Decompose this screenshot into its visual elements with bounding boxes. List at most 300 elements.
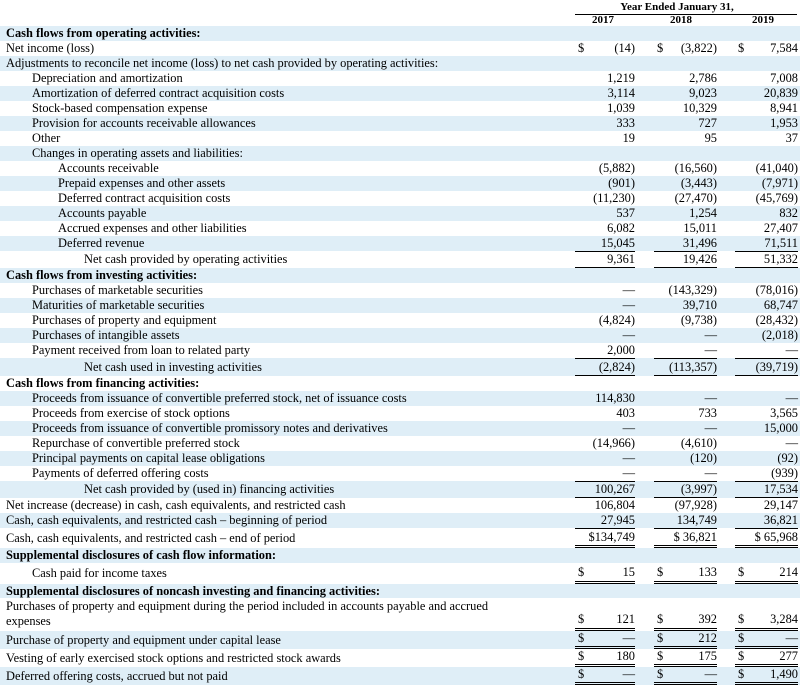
cell-value: 19 [622,131,635,145]
cell-value: 1,953 [770,116,798,130]
value-cell-2017 [575,41,635,56]
cell-value: — [622,466,635,480]
value-cell-2019 [735,584,798,598]
row-label: Accounts receivable [58,161,159,175]
table-row [0,56,800,71]
value-cell-2018 [654,101,717,116]
value-cell-2018 [654,268,717,283]
row-label: Purchase of property and equipment under capital lease [6,632,281,647]
cell-value: 832 [779,206,798,220]
cell-value: (97,928) [674,498,717,512]
cell-value: — [785,343,798,357]
value-cell-2017 [575,451,635,466]
row-label: Accounts payable [58,206,147,220]
row-label: Proceeds from exercise of stock options [32,406,230,420]
value-cell-2018 [654,176,717,191]
cell-value: 537 [616,206,635,220]
value-cell-2018 [654,376,717,391]
value-cell-2017 [575,649,635,667]
cell-value: 333 [616,116,635,130]
table-row [0,481,800,498]
cell-value: 17,534 [763,482,798,496]
value-cell-2019 [735,86,798,101]
value-cell-2019 [735,649,798,667]
cell-value: 175 [698,649,717,663]
row-label: Amortization of deferred contract acquisition costs [32,86,285,100]
value-cell-2018 [654,328,717,343]
table-row [0,26,800,41]
value-cell-2017 [575,513,635,528]
value-cell-2017 [575,343,635,358]
currency-symbol: $ [657,564,664,579]
row-label: Net income (loss) [6,41,95,55]
cell-value: 727 [698,116,717,130]
row-label: Maturities of marketable securities [32,298,205,312]
row-label: Net cash provided by (used in) financing activities [84,482,335,496]
value-cell-2019 [735,481,798,498]
value-cell-2018 [654,391,717,406]
value-cell-2018 [654,584,717,598]
value-cell-2018 [654,436,717,451]
value-cell-2019 [735,631,798,649]
year-header-2019: 2019 [752,14,774,26]
table-row [0,176,800,191]
row-label: Principal payments on capital lease obligations [32,451,265,465]
cell-value: 71,511 [764,236,798,250]
cell-value: (9,738) [680,313,717,327]
row-label: Cash, cash equivalents, and restricted cash – end of period [6,530,296,545]
value-cell-2018 [654,548,717,563]
value-cell-2017 [575,71,635,86]
cell-value: (120) [690,451,717,465]
cell-value: 3,114 [607,86,635,100]
cell-value: 3,565 [770,406,798,420]
cell-value: (4,824) [598,313,635,327]
currency-symbol: $ [578,667,585,681]
cell-value: 7,008 [770,71,798,85]
value-cell-2019 [735,313,798,328]
cell-value: $ 36,821 [673,529,717,544]
value-cell-2019 [735,466,798,481]
value-cell-2018 [654,513,717,528]
cell-value: — [622,667,635,681]
value-cell-2018 [654,298,717,313]
table-row [0,131,800,146]
cell-value: 2,786 [689,71,717,85]
cell-value: (14) [614,41,635,55]
cell-value: 20,839 [763,86,798,100]
table-row [0,563,800,584]
value-cell-2019 [735,268,798,283]
value-cell-2018 [654,451,717,466]
value-cell-2018 [654,631,717,649]
table-row [0,513,800,528]
cell-value: — [785,436,798,450]
value-cell-2017 [575,236,635,251]
value-cell-2018 [654,161,717,176]
cell-value: 212 [698,631,717,645]
currency-symbol: $ [738,41,745,55]
table-row [0,251,800,268]
value-cell-2019 [735,451,798,466]
cell-value: — [622,328,635,342]
cell-value: 100,267 [594,482,635,496]
table-row [0,101,800,116]
cell-value: 31,496 [682,236,717,250]
cell-value: 10,329 [682,101,717,115]
cell-value: 15,011 [683,221,717,235]
cell-value: (39,719) [755,359,798,374]
cell-value: $134,749 [588,529,635,544]
cell-value: 1,219 [607,71,635,85]
cell-value: 39,710 [682,298,717,312]
value-cell-2017 [575,528,635,548]
cell-value: — [622,631,635,645]
table-row [0,421,800,436]
row-label: Net cash used in investing activities [84,359,262,374]
value-cell-2017 [575,584,635,598]
value-cell-2017 [575,391,635,406]
value-cell-2018 [654,313,717,328]
cell-value: 95 [704,131,717,145]
value-cell-2019 [735,26,798,41]
table-row [0,528,800,548]
table-row [0,268,800,283]
cell-value: 7,584 [770,41,798,55]
value-cell-2019 [735,251,798,268]
cell-value: 15 [622,564,635,579]
table-row [0,328,800,343]
value-cell-2017 [575,421,635,436]
cell-value: (92) [777,451,798,465]
currency-symbol: $ [578,649,585,663]
row-label: Purchases of property and equipment [32,313,217,327]
cell-value: 37 [785,131,798,145]
value-cell-2019 [735,71,798,86]
cell-value: (11,230) [593,191,635,205]
value-cell-2019 [735,146,798,161]
table-row [0,298,800,313]
cell-value: — [704,466,717,480]
value-cell-2017 [575,176,635,191]
cell-value: (16,560) [674,161,717,175]
table-row [0,86,800,101]
value-cell-2019 [735,376,798,391]
value-cell-2018 [654,41,717,56]
value-cell-2017 [575,548,635,563]
value-cell-2019 [735,343,798,358]
value-cell-2019 [735,513,798,528]
value-cell-2019 [735,406,798,421]
value-cell-2018 [654,26,717,41]
row-label: Purchases of marketable securities [32,283,203,297]
value-cell-2017 [575,86,635,101]
row-label: Cash flows from financing activities: [6,376,200,390]
table-row [0,451,800,466]
table-row [0,358,800,376]
value-cell-2019 [735,548,798,563]
table-row [0,221,800,236]
value-cell-2019 [735,41,798,56]
table-row [0,191,800,206]
cell-value: 403 [616,406,635,420]
value-cell-2018 [654,343,717,358]
cell-value: (143,329) [668,283,717,297]
value-cell-2018 [654,56,717,71]
value-cell-2018 [654,236,717,251]
value-cell-2019 [735,176,798,191]
value-cell-2018 [654,667,717,685]
cell-value: (113,357) [668,359,717,374]
value-cell-2017 [575,406,635,421]
value-cell-2018 [654,86,717,101]
value-cell-2018 [654,71,717,86]
cell-value: 133 [698,564,717,579]
cell-value: 180 [616,649,635,663]
value-cell-2019 [735,191,798,206]
cell-value: — [785,391,798,405]
currency-symbol: $ [738,564,745,579]
table-row [0,236,800,251]
cell-value: 121 [616,612,635,626]
value-cell-2018 [654,131,717,146]
table-row [0,313,800,328]
cell-value: (27,470) [674,191,717,205]
row-label: Deferred offering costs, accrued but not paid [6,668,228,683]
cell-value: — [622,298,635,312]
value-cell-2017 [575,358,635,376]
value-cell-2018 [654,421,717,436]
value-cell-2017 [575,563,635,584]
value-cell-2019 [735,421,798,436]
value-cell-2019 [735,236,798,251]
cell-value: 9,023 [689,86,717,100]
value-cell-2019 [735,391,798,406]
cell-value: (4,610) [680,436,717,450]
value-cell-2017 [575,161,635,176]
cell-value: 36,821 [763,513,798,527]
value-cell-2017 [575,221,635,236]
cell-value: (7,971) [761,176,798,190]
cell-value: 733 [698,406,717,420]
currency-symbol: $ [738,649,745,663]
row-label: Supplemental disclosures of cash flow information: [6,548,276,562]
cell-value: (939) [771,466,798,480]
table-row [0,584,800,598]
cell-value: (3,997) [680,482,717,496]
value-cell-2017 [575,598,635,631]
cell-value: 27,407 [763,221,798,235]
cell-value: (78,016) [755,283,798,297]
cell-value: (28,432) [755,313,798,327]
value-cell-2019 [735,667,798,685]
cell-value: 106,804 [594,498,635,512]
cell-value: 19,426 [682,252,717,266]
value-cell-2018 [654,528,717,548]
row-label: Stock-based compensation expense [32,101,208,115]
currency-symbol: $ [657,41,664,55]
table-row [0,116,800,131]
value-cell-2018 [654,563,717,584]
cell-value: 29,147 [763,498,798,512]
value-cell-2019 [735,283,798,298]
row-label: Proceeds from issuance of convertible preferred stock, net of issuance costs [32,391,407,405]
value-cell-2019 [735,328,798,343]
row-label: Proceeds from issuance of convertible promissory notes and derivatives [32,421,388,435]
value-cell-2017 [575,268,635,283]
value-cell-2017 [575,298,635,313]
cell-value: 9,361 [607,252,635,266]
row-label: Other [32,131,61,145]
cell-value: 15,045 [600,236,635,250]
row-label: Cash flows from investing activities: [6,268,198,282]
value-cell-2018 [654,283,717,298]
table-row [0,406,800,421]
cell-value: 51,332 [763,252,798,266]
table-row [0,376,800,391]
value-cell-2017 [575,283,635,298]
value-cell-2017 [575,191,635,206]
value-cell-2019 [735,528,798,548]
cell-value: 2,000 [607,343,635,357]
table-row [0,146,800,161]
cell-value: 114,830 [595,391,635,405]
cell-value: 214 [779,564,798,579]
row-label: Provision for accounts receivable allowances [32,116,256,130]
cell-value: (5,882) [598,161,635,175]
currency-symbol: $ [657,631,664,645]
row-label: Adjustments to reconcile net income (loss) to net cash provided by operating activities: [6,56,439,70]
value-cell-2018 [654,146,717,161]
table-row [0,283,800,298]
value-cell-2017 [575,116,635,131]
cell-value: 134,749 [676,513,717,527]
cell-value: 1,254 [689,206,717,220]
table-row [0,206,800,221]
table-row [0,161,800,176]
value-cell-2017 [575,328,635,343]
value-cell-2019 [735,206,798,221]
cell-value: 392 [698,612,717,626]
value-cell-2018 [654,649,717,667]
currency-symbol: $ [578,41,585,55]
cell-value: — [622,283,635,297]
cell-value: (3,443) [680,176,717,190]
cell-value: — [704,421,717,435]
row-label: Depreciation and amortization [32,71,183,85]
row-label: Deferred revenue [58,236,145,250]
cell-value: (2,824) [598,359,635,374]
value-cell-2017 [575,466,635,481]
currency-symbol: $ [657,612,664,626]
table-row [0,598,800,631]
cell-value: — [622,421,635,435]
value-cell-2019 [735,161,798,176]
value-cell-2017 [575,56,635,71]
table-row [0,498,800,513]
row-label: Cash, cash equivalents, and restricted cash – beginning of period [6,513,328,527]
value-cell-2017 [575,376,635,391]
cell-value: — [704,391,717,405]
cell-value: 8,941 [770,101,798,115]
table-row [0,41,800,56]
cell-value: (14,966) [592,436,635,450]
row-label: Cash flows from operating activities: [6,26,201,40]
cell-value: $ 65,968 [754,529,798,544]
value-cell-2019 [735,436,798,451]
value-cell-2018 [654,221,717,236]
value-cell-2019 [735,598,798,631]
cell-value: (901) [608,176,635,190]
value-cell-2019 [735,56,798,71]
row-label: Supplemental disclosures of noncash investing and financing activities: [6,583,380,598]
row-label: Purchases of intangible assets [32,328,180,342]
cell-value: 27,945 [600,513,635,527]
row-label: Payments of deferred offering costs [32,466,209,480]
row-label: Changes in operating assets and liabilities: [32,146,243,160]
value-cell-2017 [575,251,635,268]
currency-symbol: $ [738,612,745,626]
value-cell-2018 [654,251,717,268]
table-row [0,649,800,667]
cell-value: 277 [779,649,798,663]
row-label: Payment received from loan to related party [32,343,251,357]
cell-value: (41,040) [755,161,798,175]
value-cell-2019 [735,563,798,584]
year-header-2017: 2017 [592,14,614,26]
cell-value: (45,769) [755,191,798,205]
row-label: Prepaid expenses and other assets [58,176,226,190]
row-label: Cash paid for income taxes [32,566,167,580]
value-cell-2017 [575,26,635,41]
value-cell-2018 [654,116,717,131]
value-cell-2019 [735,131,798,146]
cell-value: 6,082 [607,221,635,235]
currency-symbol: $ [738,667,745,681]
table-row [0,466,800,481]
cell-value: — [704,343,717,357]
period-header: Year Ended January 31, [620,1,734,13]
value-cell-2018 [654,598,717,631]
value-cell-2017 [575,313,635,328]
table-row [0,631,800,649]
cell-value: 3,284 [770,612,798,626]
value-cell-2019 [735,498,798,513]
row-label: Net increase (decrease) in cash, cash equivalents, and restricted cash [6,498,346,512]
value-cell-2018 [654,358,717,376]
value-cell-2017 [575,481,635,498]
cell-value: 15,000 [763,421,798,435]
cell-value: — [704,328,717,342]
value-cell-2017 [575,436,635,451]
value-cell-2018 [654,406,717,421]
cell-value: 68,747 [763,298,798,312]
table-row [0,71,800,86]
currency-symbol: $ [657,649,664,663]
value-cell-2017 [575,146,635,161]
cell-value: — [785,631,798,645]
row-label: Accrued expenses and other liabilities [58,221,247,235]
table-row [0,548,800,563]
value-cell-2019 [735,298,798,313]
value-cell-2019 [735,221,798,236]
value-cell-2018 [654,191,717,206]
cell-value: — [622,451,635,465]
value-cell-2019 [735,101,798,116]
value-cell-2017 [575,101,635,116]
row-label: Purchases of property and equipment during the period included in accounts payable and accrued expenses [6,599,489,628]
row-label: Vesting of early exercised stock options and restricted stock awards [6,650,341,665]
